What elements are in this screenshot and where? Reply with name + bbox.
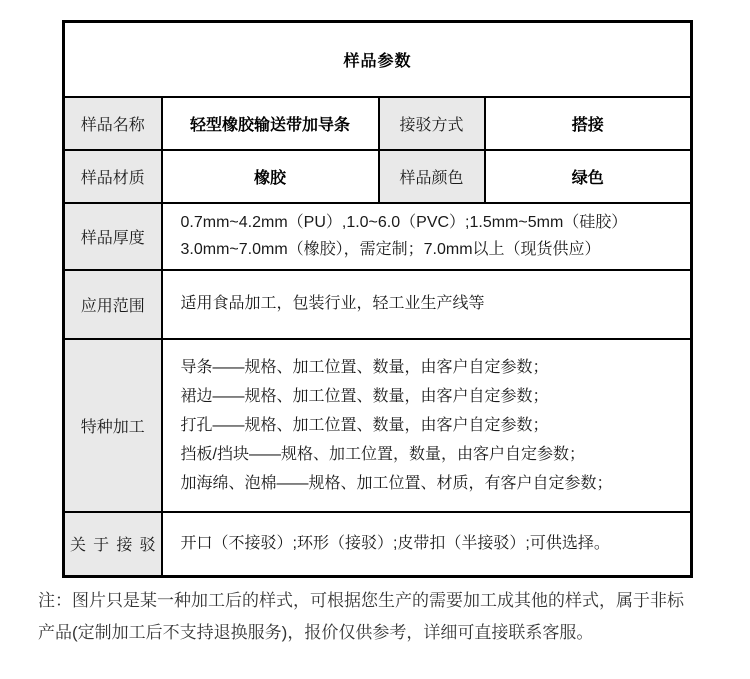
note-line: 产品(定制加工后不支持退换服务)，报价仅供参考，详细可直接联系客服。	[38, 623, 594, 642]
thickness-line: 3.0mm~7.0mm（橡胶），需定制；7.0mm以上（现货供应）	[180, 241, 601, 258]
row-joint	[64, 512, 692, 577]
special-line: 打孔——规格、加工位置、数量，由客户自定参数；	[180, 416, 549, 434]
label-special-processing: 特种加工	[64, 339, 162, 512]
value-application	[162, 270, 692, 339]
special-line: 加海绵、泡棉——规格、加工位置、材质，有客户自定参数；	[180, 474, 613, 492]
label-thickness: 样品厚度	[64, 203, 162, 270]
application-line: 适用食品加工，包装行业，轻工业生产线等	[180, 295, 485, 312]
value-material: 橡胶	[162, 150, 379, 203]
value-color: 绿色	[485, 150, 692, 203]
title-row	[64, 22, 692, 97]
special-line: 挡板/挡块——规格、加工位置，数量，由客户自定参数；	[180, 445, 585, 463]
footer-note	[38, 585, 728, 649]
label-color: 样品颜色	[379, 150, 485, 203]
thickness-line: 0.7mm~4.2mm（PU）,1.0~6.0（PVC）;1.5mm~5mm（硅胶）	[180, 214, 628, 231]
spec-table	[62, 20, 693, 578]
label-application: 应用范围	[64, 270, 162, 339]
value-thickness	[162, 203, 692, 270]
value-special-processing	[162, 339, 692, 512]
row-material	[64, 150, 692, 203]
value-joint-method: 搭接	[485, 97, 692, 150]
special-line: 裙边——规格、加工位置、数量，由客户自定参数；	[180, 387, 549, 405]
row-thickness	[64, 203, 692, 270]
joint-line: 开口（不接驳）;环形（接驳）;皮带扣（半接驳）;可供选择。	[180, 534, 610, 552]
label-sample-name: 样品名称	[64, 97, 162, 150]
value-joint	[162, 512, 692, 577]
note-line: 注：图片只是某一种加工后的样式，可根据您生产的需要加工成其他的样式，属于非标	[38, 591, 684, 610]
label-joint-method: 接驳方式	[379, 97, 485, 150]
special-line: 导条——规格、加工位置、数量，由客户自定参数；	[180, 358, 549, 376]
row-sample-name	[64, 97, 692, 150]
label-joint-text: 关于接驳	[69, 537, 163, 555]
page-title: 样品参数	[64, 22, 692, 97]
row-special-processing	[64, 339, 692, 512]
value-sample-name: 轻型橡胶输送带加导条	[162, 97, 379, 150]
row-application	[64, 270, 692, 339]
label-joint	[64, 512, 162, 577]
label-material: 样品材质	[64, 150, 162, 203]
